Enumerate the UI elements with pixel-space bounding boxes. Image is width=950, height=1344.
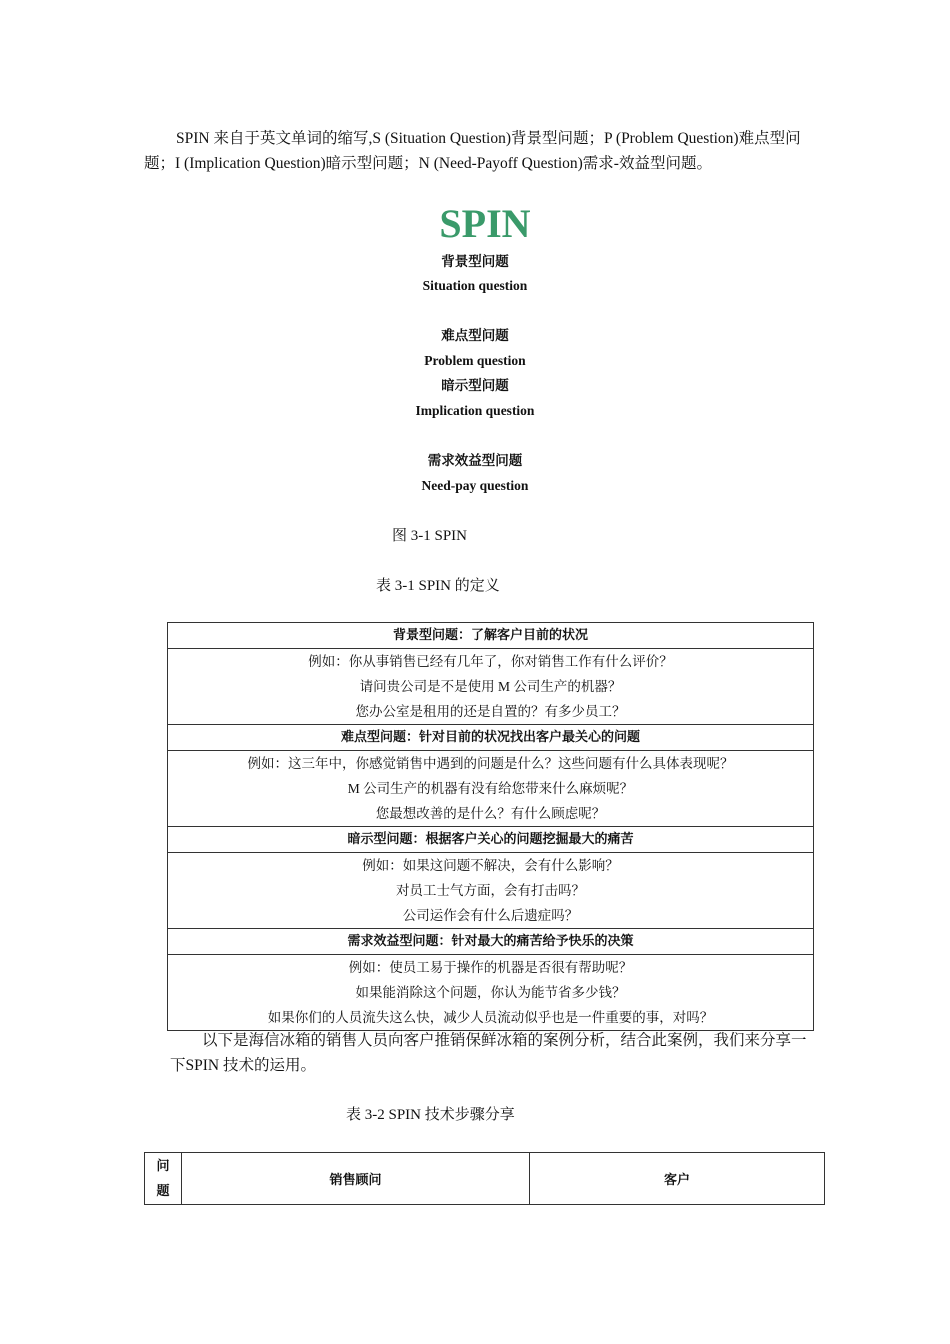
table-cell: 例如：使员工易于操作的机器是否很有帮助呢？ xyxy=(168,955,814,981)
table-cell: 公司运作会有什么后遗症吗？ xyxy=(168,903,814,929)
column-header-question-line1: 问 xyxy=(156,1158,170,1174)
table-cell: 如果你们的人员流失这么快，减少人员流动似乎也是一件重要的事，对吗？ xyxy=(168,1005,814,1031)
table-section-header xyxy=(168,725,814,751)
table-row xyxy=(168,649,814,675)
intro-paragraph: SPIN 来自于英文单词的缩写,S (Situation Question)背景型问题；P (Problem Question)难点型问题；I (Implication Question)暗示型问题；N (Need-Payoff Question)需求-效益型问题。 xyxy=(144,130,801,172)
spin-steps-table xyxy=(144,1152,825,1205)
table-row xyxy=(168,903,814,929)
table-row xyxy=(168,801,814,827)
diagram-situation-en: Situation question xyxy=(422,278,528,293)
section-header-implication: 暗示型问题：根据客户关心的问题挖掘最大的痛苦 xyxy=(168,827,814,853)
table-cell: M 公司生产的机器有没有给您带来什么麻烦呢？ xyxy=(168,776,814,801)
section-header-situation: 背景型问题：了解客户目前的状况 xyxy=(168,623,814,649)
column-header-sales-consultant: 销售顾问 xyxy=(182,1153,530,1205)
diagram-need-cn: 需求效益型问题 xyxy=(427,453,523,468)
section-header-need-payoff: 需求效益型问题：针对最大的痛苦给予快乐的决策 xyxy=(168,929,814,955)
column-header-customer: 客户 xyxy=(530,1153,825,1205)
figure-caption: 图 3-1 SPIN xyxy=(392,528,468,544)
table-row xyxy=(168,878,814,903)
table-header-row xyxy=(145,1153,825,1205)
table-cell: 对员工士气方面，会有打击吗？ xyxy=(168,878,814,903)
table-cell: 如果能消除这个问题，你认为能节省多少钱？ xyxy=(168,980,814,1005)
table-cell: 例如：你从事销售已经有几年了，你对销售工作有什么评价？ xyxy=(168,649,814,675)
table-section-header xyxy=(168,623,814,649)
table-cell: 您最想改善的是什么？有什么顾虑呢？ xyxy=(168,801,814,827)
diagram-implication-cn: 暗示型问题 xyxy=(441,378,509,393)
table-section-header xyxy=(168,929,814,955)
spin-diagram-title: SPIN xyxy=(439,201,531,246)
table-row xyxy=(168,776,814,801)
diagram-implication-en: Implication question xyxy=(415,403,535,418)
diagram-situation-cn: 背景型问题 xyxy=(441,254,509,269)
table2-caption: 表 3-2 SPIN 技术步骤分享 xyxy=(346,1107,515,1123)
table-section-header xyxy=(168,827,814,853)
table-row xyxy=(168,751,814,777)
table-row xyxy=(168,1005,814,1031)
table-row xyxy=(168,853,814,879)
table-row xyxy=(168,980,814,1005)
case-intro-paragraph: 以下是海信冰箱的销售人员向客户推销保鲜冰箱的案例分析，结合此案例，我们来分享一下SPIN 技术的运用。 xyxy=(170,1032,807,1074)
spin-definition-table xyxy=(167,622,814,1031)
section-header-problem: 难点型问题：针对目前的状况找出客户最关心的问题 xyxy=(168,725,814,751)
table-row xyxy=(168,674,814,699)
column-header-question-line2: 题 xyxy=(156,1183,170,1199)
diagram-problem-cn: 难点型问题 xyxy=(441,328,509,343)
table-cell: 例如：如果这问题不解决，会有什么影响？ xyxy=(168,853,814,879)
diagram-problem-en: Problem question xyxy=(424,353,526,368)
table-cell: 例如：这三年中，你感觉销售中遇到的问题是什么？这些问题有什么具体表现呢？ xyxy=(168,751,814,777)
column-header-question xyxy=(145,1153,182,1205)
diagram-need-en: Need-pay question xyxy=(421,478,529,493)
table-row xyxy=(168,699,814,725)
table-row xyxy=(168,955,814,981)
table-cell: 请问贵公司是不是使用 M 公司生产的机器？ xyxy=(168,674,814,699)
table-cell: 您办公室是租用的还是自置的？有多少员工？ xyxy=(168,699,814,725)
table1-caption: 表 3-1 SPIN 的定义 xyxy=(376,578,500,594)
